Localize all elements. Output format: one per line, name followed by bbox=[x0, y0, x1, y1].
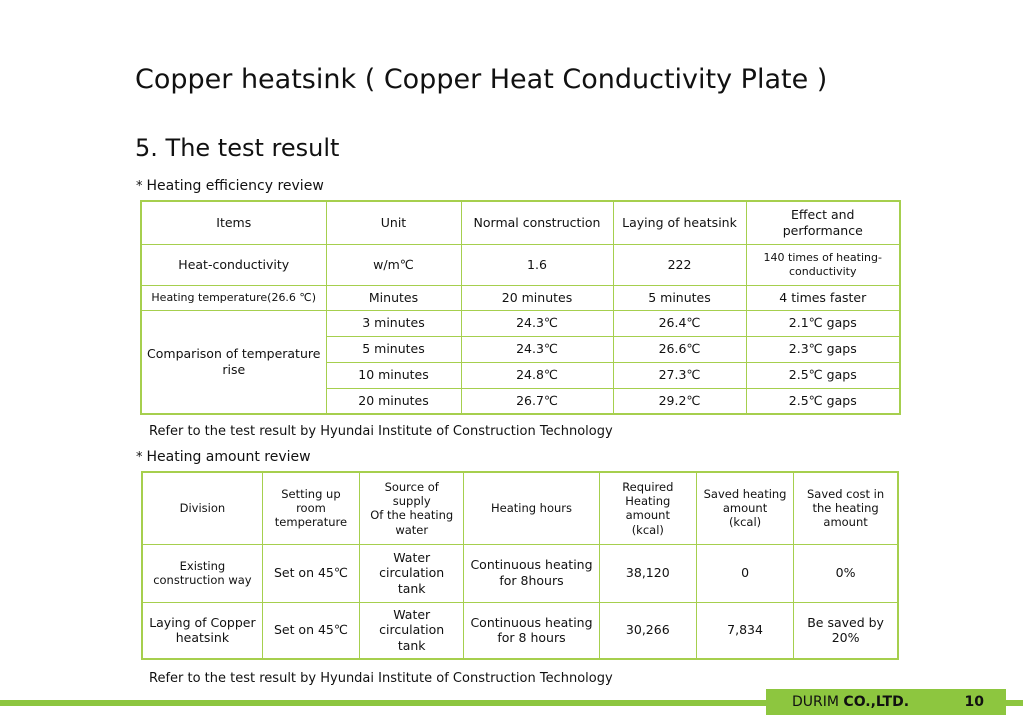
table-cell: 26.7℃ bbox=[461, 388, 613, 414]
bullet-mark: * bbox=[136, 179, 143, 194]
amount-heading-text: Heating amount review bbox=[146, 449, 311, 465]
comparison-label: Comparison of temperature rise bbox=[141, 310, 326, 414]
table-row bbox=[141, 310, 900, 336]
table-cell: Set on 45℃ bbox=[262, 544, 359, 602]
amount-heading bbox=[136, 449, 311, 465]
table-header-row bbox=[141, 201, 900, 244]
header-cell: Setting up room temperature bbox=[262, 472, 359, 544]
efficiency-table bbox=[140, 200, 901, 415]
amount-source-note: Refer to the test result by Hyundai Institute of Construction Technology bbox=[149, 671, 613, 686]
table-cell: 38,120 bbox=[599, 544, 696, 602]
table-cell: 7,834 bbox=[696, 602, 793, 659]
table-cell: Heating temperature(26.6 ℃) bbox=[141, 285, 326, 310]
header-cell: Laying of heatsink bbox=[613, 201, 746, 244]
header-line: Saved heating amount bbox=[703, 486, 787, 516]
table-cell: 4 times faster bbox=[746, 285, 900, 310]
company-suffix: CO.,LTD. bbox=[843, 694, 910, 710]
header-line: Source of supply bbox=[384, 479, 439, 508]
table-row bbox=[142, 544, 898, 602]
efficiency-heading-text: Heating efficiency review bbox=[146, 178, 324, 194]
page-title: Copper heatsink ( Copper Heat Conductivity Plate ) bbox=[135, 64, 828, 95]
table-cell: Water circulation tank bbox=[360, 544, 464, 602]
table-cell: 24.3℃ bbox=[461, 310, 613, 336]
table-cell: Be saved by 20% bbox=[794, 602, 898, 659]
header-unit: (kcal) bbox=[728, 515, 762, 530]
bullet-mark: * bbox=[136, 450, 143, 465]
table-cell: Continuous heating for 8 hours bbox=[464, 602, 599, 659]
table-cell: 20 minutes bbox=[326, 388, 461, 414]
table-cell: 2.5℃ gaps bbox=[746, 362, 900, 388]
table-header-row bbox=[142, 472, 898, 544]
table-cell: Set on 45℃ bbox=[262, 602, 359, 659]
table-cell: 10 minutes bbox=[326, 362, 461, 388]
efficiency-heading bbox=[136, 178, 324, 194]
table-cell: 1.6 bbox=[461, 244, 613, 285]
table-cell: 3 minutes bbox=[326, 310, 461, 336]
section-subtitle: 5. The test result bbox=[135, 134, 340, 162]
table-cell: 26.4℃ bbox=[613, 310, 746, 336]
table-cell: Water circulation tank bbox=[360, 602, 464, 659]
header-cell: Saved cost in the heating amount bbox=[794, 472, 898, 544]
company-prefix: DURIM bbox=[792, 694, 839, 710]
header-cell: Effect and performance bbox=[746, 201, 900, 244]
header-cell: Items bbox=[141, 201, 326, 244]
table-cell: 2.1℃ gaps bbox=[746, 310, 900, 336]
page-number: 10 bbox=[964, 694, 984, 710]
table-row bbox=[142, 602, 898, 659]
header-cell: Division bbox=[142, 472, 262, 544]
table-cell: 30,266 bbox=[599, 602, 696, 659]
table-cell: 0 bbox=[696, 544, 793, 602]
table-cell: Existing construction way bbox=[142, 544, 262, 602]
table-cell: Heat-conductivity bbox=[141, 244, 326, 285]
table-cell: 27.3℃ bbox=[613, 362, 746, 388]
table-cell: 5 minutes bbox=[326, 336, 461, 362]
header-line: Required Heating amount bbox=[622, 479, 674, 523]
table-cell: 0% bbox=[794, 544, 898, 602]
company-name bbox=[792, 694, 909, 710]
table-cell: Laying of Copper heatsink bbox=[142, 602, 262, 659]
efficiency-source-note: Refer to the test result by Hyundai Institute of Construction Technology bbox=[149, 424, 613, 439]
header-unit: (kcal) bbox=[631, 522, 664, 537]
header-cell bbox=[599, 472, 696, 544]
table-row bbox=[141, 285, 900, 310]
table-cell: w/m℃ bbox=[326, 244, 461, 285]
header-line: Of the heating water bbox=[370, 508, 454, 537]
table-cell: 29.2℃ bbox=[613, 388, 746, 414]
table-cell: Minutes bbox=[326, 285, 461, 310]
table-cell: 2.3℃ gaps bbox=[746, 336, 900, 362]
header-cell: Unit bbox=[326, 201, 461, 244]
table-cell: Continuous heating for 8hours bbox=[464, 544, 599, 602]
footer-badge bbox=[766, 689, 1006, 715]
table-row bbox=[141, 244, 900, 285]
header-cell bbox=[360, 472, 464, 544]
table-cell: 24.8℃ bbox=[461, 362, 613, 388]
table-cell: 140 times of heating-conductivity bbox=[746, 244, 900, 285]
table-cell: 222 bbox=[613, 244, 746, 285]
amount-table bbox=[141, 471, 899, 660]
table-cell: 26.6℃ bbox=[613, 336, 746, 362]
header-cell: Normal construction bbox=[461, 201, 613, 244]
table-cell: 24.3℃ bbox=[461, 336, 613, 362]
header-cell: Heating hours bbox=[464, 472, 599, 544]
header-cell bbox=[696, 472, 793, 544]
table-cell: 5 minutes bbox=[613, 285, 746, 310]
table-cell: 20 minutes bbox=[461, 285, 613, 310]
table-cell: 2.5℃ gaps bbox=[746, 388, 900, 414]
